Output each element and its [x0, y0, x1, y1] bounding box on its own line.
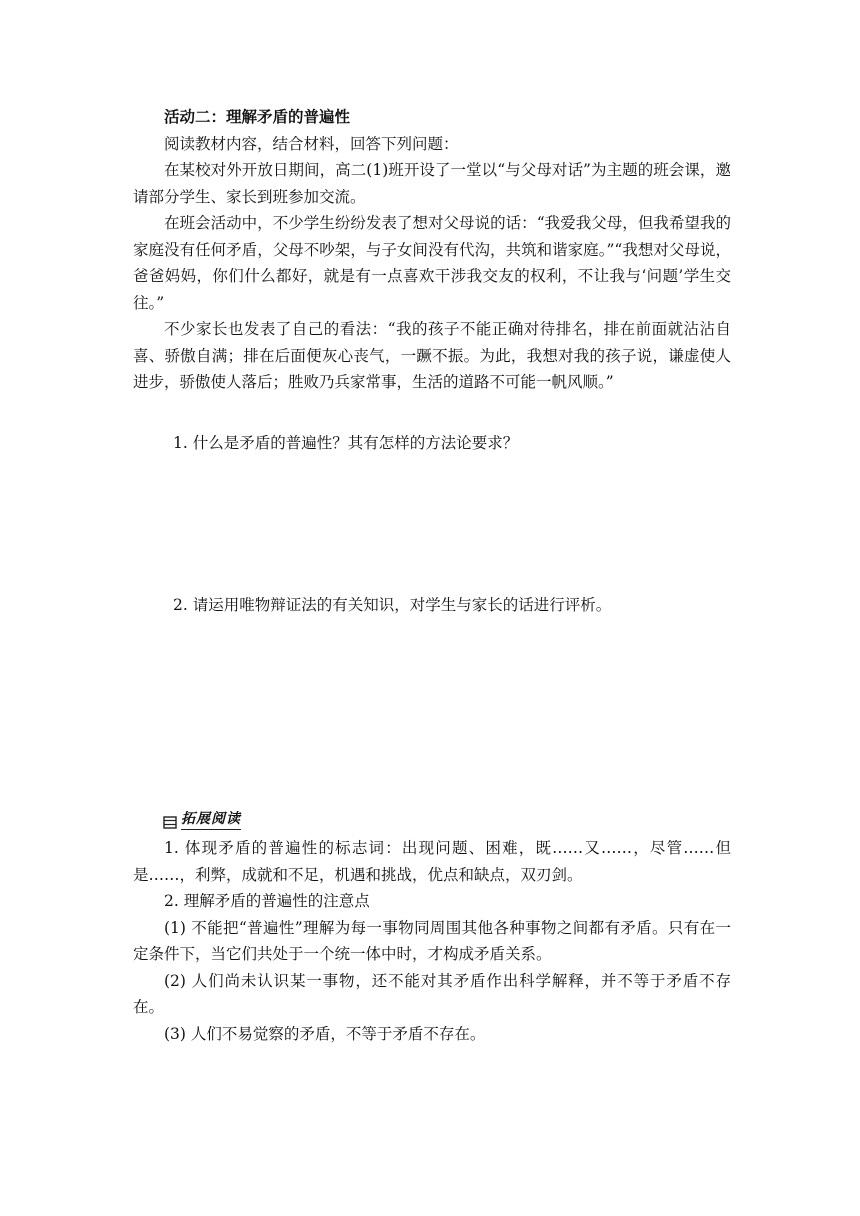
extension-sub-2: (2) 人们尚未认识某一事物，还不能对其矛盾作出科学解释，并不等于矛盾不存在。	[133, 971, 731, 1016]
material-paragraph-1: 在某校对外开放日期间，高二(1)班开设了一堂以“与父母对话”为主题的班会课，邀请部分学生、家长到班参加交流。	[133, 161, 731, 206]
material-paragraph-3: 不少家长也发表了自己的看法：“我的孩子不能正确对待排名，排在前面就沾沾自喜、骄傲自满；排在后面便灰心丧气，一蹶不振。为此，我想对我的孩子说，谦虚使人进步，骄傲使人落后；胜败乃兵家常事，生活的道路不可能一帆风顺。”	[133, 320, 731, 391]
extension-item-2: 2. 理解矛盾的普遍性的注意点	[164, 892, 370, 910]
activity-section	[133, 104, 731, 396]
instruction-text: 阅读教材内容，结合材料，回答下列问题：	[164, 134, 459, 153]
extension-section	[133, 835, 731, 1047]
question-1: 1. 什么是矛盾的普遍性？其有怎样的方法论要求？	[173, 434, 519, 452]
material-paragraph-2: 在班会活动中，不少学生纷纷发表了想对父母说的话：“我爱我父母，但我希望我的家庭没有任何矛盾，父母不吵架，与子女间没有代沟，共筑和谐家庭。”“我想对父母说，爸爸妈妈，你们什么都好，就是有一点喜欢干涉我交友的权利，不让我与‘问题’学生交往。”	[133, 214, 731, 312]
extension-title: 拓展阅读	[181, 811, 241, 830]
question-2: 2. 请运用唯物辩证法的有关知识，对学生与家长的话进行评析。	[173, 596, 612, 614]
extension-sub-3: (3) 人们不易觉察的矛盾，不等于矛盾不存在。	[164, 1024, 486, 1043]
activity-heading: 活动二：理解矛盾的普遍性	[164, 108, 351, 126]
extension-item-1: 1. 体现矛盾的普遍性的标志词：出现问题、困难，既……又……，尽管……但是……，利弊，成就和不足，机遇和挑战，优点和缺点，双刃剑。	[133, 839, 731, 884]
book-icon	[163, 814, 177, 827]
extension-sub-1: (1) 不能把“普遍性”理解为每一事物同周围其他各种事物之间都有矛盾。只有在一定条件下，当它们共处于一个统一体中时，才构成矛盾关系。	[133, 918, 731, 963]
extension-header	[163, 810, 241, 830]
